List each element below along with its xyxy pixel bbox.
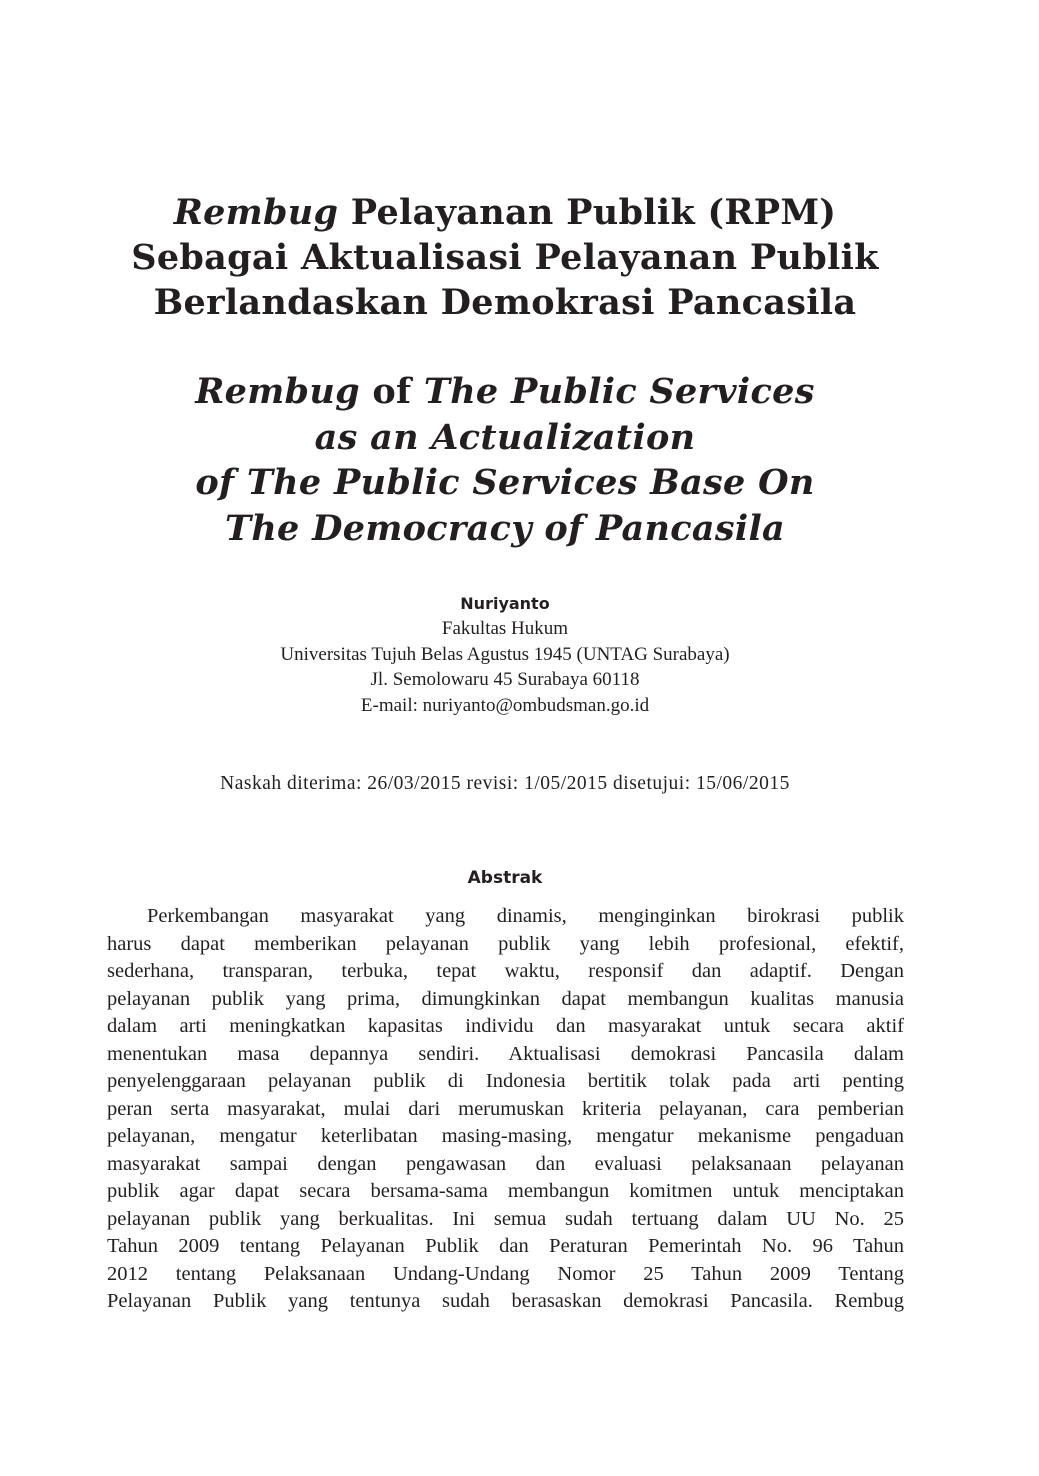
title-id-line-3: Berlandaskan Demokrasi Pancasila	[153, 282, 857, 323]
title-en-line-2: as an Actualization	[314, 416, 696, 458]
title-id-line-1-rest: Pelayanan Publik (RPM)	[338, 192, 837, 233]
abstract-line: sederhana, transparan, terbuka, tepat waktu, responsif dan adaptif. Dengan	[107, 960, 904, 982]
abstract-line: pelayanan publik yang prima, dimungkinkan dapat membangun kualitas manusia	[107, 987, 904, 1010]
abstract-line: pelayanan publik yang berkualitas. Ini semua sudah tertuang dalam UU No. 25	[107, 1207, 904, 1230]
author-faculty: Fakultas Hukum	[441, 618, 569, 639]
abstract-line: dalam arti meningkatkan kapasitas individu dan masyarakat untuk secara aktif	[107, 1015, 904, 1037]
title-en-public-services: The Public Services	[423, 371, 815, 412]
title-en-line-3: of The Public Services Base On	[195, 462, 815, 503]
title-en-line-1	[80, 369, 930, 415]
abstract-line: pelayanan, mengatur keterlibatan masing-masing, mengatur mekanisme pengaduan	[107, 1125, 904, 1147]
title-id-line-1	[80, 190, 930, 235]
abstract-line: 2012 tentang Pelaksanaan Undang-Undang Nomor 25 Tahun 2009 Tentang	[107, 1262, 904, 1285]
author-university: Universitas Tujuh Belas Agustus 1945 (UNTAG Surabaya)	[280, 643, 730, 665]
author-block	[80, 591, 930, 718]
title-id-line-2: Sebagai Aktualisasi Pelayanan Publik	[131, 237, 879, 278]
abstract-body	[107, 903, 904, 1316]
author-email: E-mail: nuriyanto@ombudsman.go.id	[360, 694, 650, 716]
abstract-line: Pelayanan Publik yang tentunya sudah berasaskan demokrasi Pancasila. Rembug	[107, 1290, 904, 1312]
title-en-of: of	[359, 371, 424, 412]
abstract-line: masyarakat sampai dengan pengawasan dan evaluasi pelaksanaan pelayanan	[107, 1152, 904, 1175]
abstract-heading: Abstrak	[467, 868, 543, 888]
author-name: Nuriyanto	[460, 594, 550, 613]
abstract-line: Tahun 2009 tentang Pelayanan Publik dan Peraturan Pemerintah No. 96 Tahun	[107, 1235, 904, 1257]
title-en-line-4: The Democracy of Pancasila	[224, 507, 786, 549]
title-en-rembug: Rembug	[195, 371, 360, 412]
author-address: Jl. Semolowaru 45 Surabaya 60118	[370, 669, 640, 691]
manuscript-dates: Naskah diterima: 26/03/2015 revisi: 1/05/2015 disetujui: 15/06/2015	[220, 773, 790, 794]
abstract-line: publik agar dapat secara bersama-sama membangun komitmen untuk menciptakan	[107, 1180, 904, 1202]
abstract-line: harus dapat memberikan pelayanan publik yang lebih profesional, efektif,	[107, 932, 904, 955]
title-english	[80, 369, 930, 551]
title-id-italic-word: Rembug	[173, 192, 339, 233]
abstract-line: Perkembangan masyarakat yang dinamis, menginginkan birokrasi publik	[147, 905, 904, 927]
abstract-line: penyelenggaraan pelayanan publik di Indonesia bertitik tolak pada arti penting	[107, 1070, 904, 1092]
abstract-line: menentukan masa depannya sendiri. Aktualisasi demokrasi Pancasila dalam	[107, 1042, 904, 1065]
abstract-line: peran serta masyarakat, mulai dari merumuskan kriteria pelayanan, cara pemberian	[107, 1097, 904, 1120]
title-indonesian	[80, 190, 930, 325]
